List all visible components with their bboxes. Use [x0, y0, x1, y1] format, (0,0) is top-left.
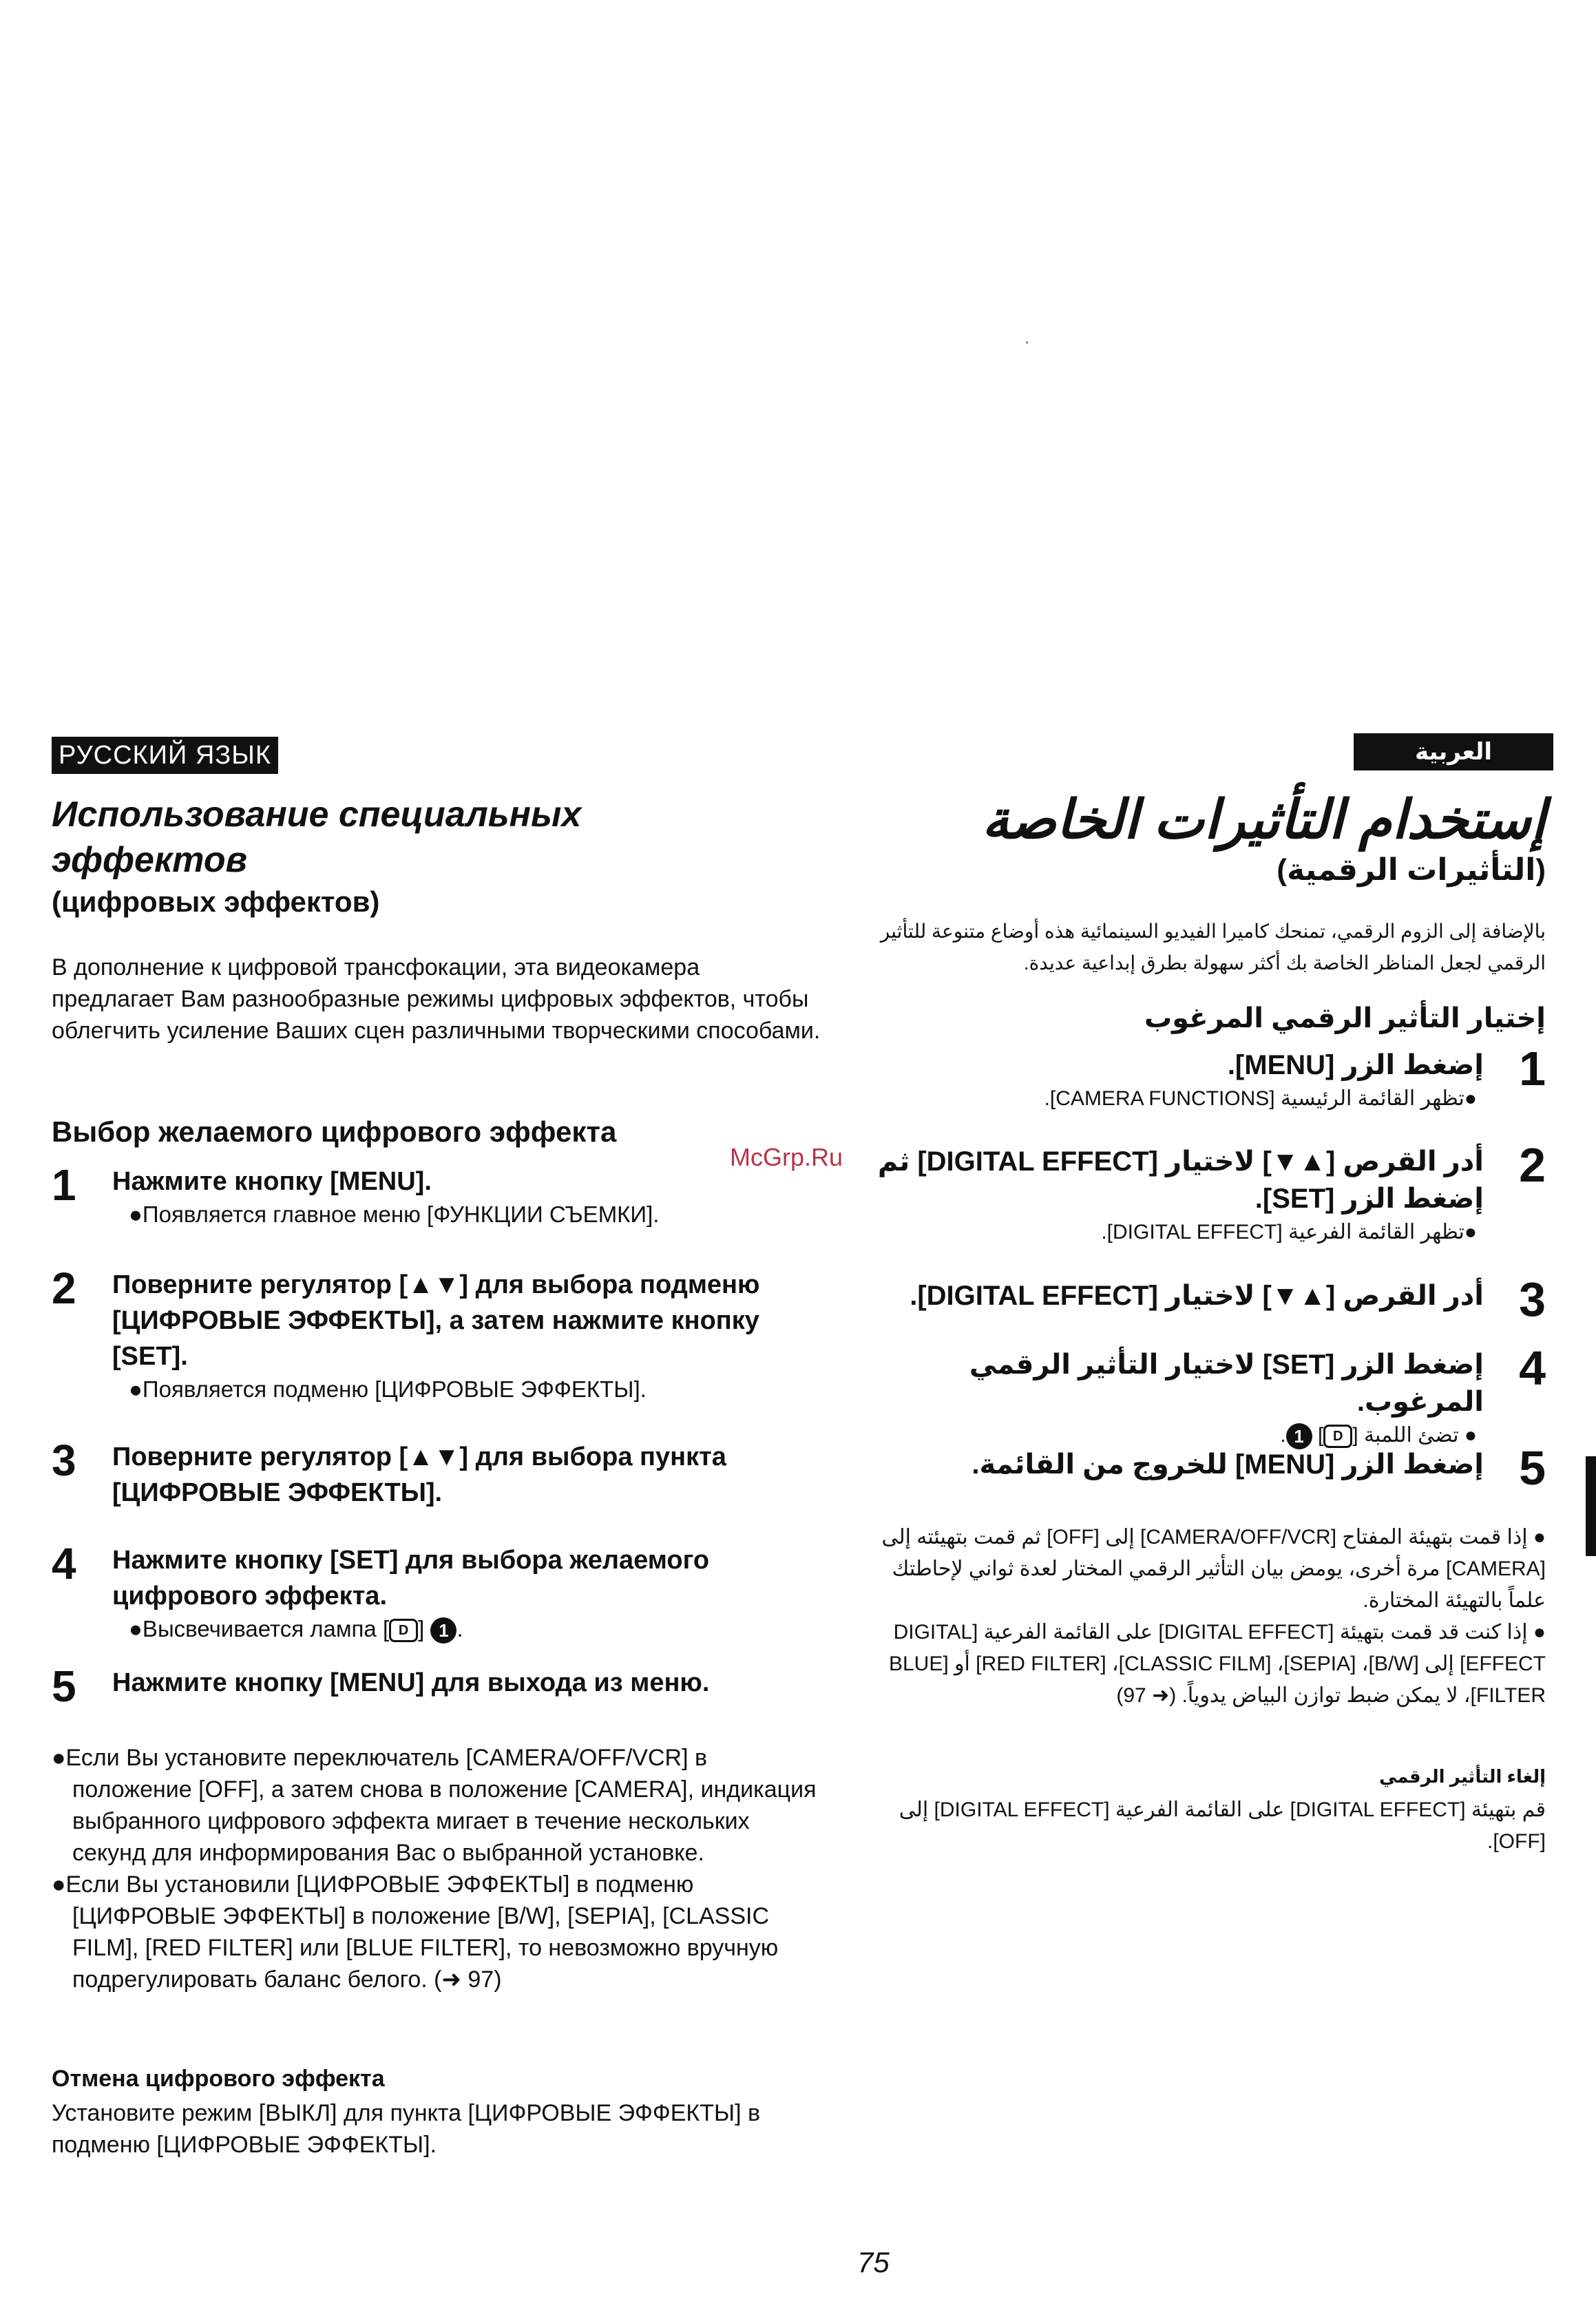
- step-note: ●Появляется главное меню [ФУНКЦИИ СЪЕМКИ].: [129, 1202, 660, 1227]
- step-number: 4: [52, 1539, 76, 1588]
- step-5-russian: [52, 1661, 823, 1711]
- step-text: أدر القرص [▲▼] لاختيار [DIGITAL EFFECT].: [910, 1281, 1484, 1311]
- step-number: 1: [52, 1160, 76, 1210]
- section-title-russian: Выбор желаемого цифрового эффекта: [52, 1115, 617, 1148]
- cancel-title-russian: Отмена цифрового эффекта: [52, 2066, 385, 2092]
- page-number: 75: [857, 2246, 890, 2278]
- note-item: ● إذا كنت قد قمت بتهيئة [DIGITAL EFFECT] على القائمة الفرعية [DIGITAL EFFECT] إلى [B/W]، [SEPIA]، [CLASSIC FILM]، [RED FILTER] أو [BLUE FILTER]، لا يمكن ضبط توازن البياض يدوياً. (➜ 97): [888, 1621, 1546, 1707]
- lamp-bracket: ]: [418, 1616, 425, 1641]
- step-3-russian: [52, 1436, 823, 1511]
- lamp-bracket: ]: [1317, 1424, 1324, 1447]
- step-number: 4: [1519, 1341, 1546, 1395]
- step-5-arabic: [850, 1441, 1546, 1495]
- cancel-title-arabic: إلغاء التأثير الرقمي: [1378, 1766, 1546, 1787]
- step-text: Поверните регулятор [▲▼] для выбора подменю [ЦИФРОВЫЕ ЭФФЕКТЫ], а затем нажмите кнопку [SET].: [112, 1270, 760, 1371]
- lamp-d-icon: D: [1323, 1425, 1352, 1448]
- title-line-2: эффектов: [52, 840, 248, 880]
- step-text: Нажмите кнопку [SET] для выбора желаемого цифрового эффекта.: [112, 1546, 710, 1610]
- step-number: 3: [52, 1436, 76, 1485]
- title-arabic: إستخدام التأثيرات الخاصة: [982, 789, 1546, 850]
- language-badge-arabic: العربية: [1354, 733, 1553, 770]
- notes-arabic: [850, 1522, 1546, 1712]
- intro-arabic: بالإضافة إلى الزوم الرقمي، تمنحك كاميرا الفيديو السينمائية هذه أوضاع متنوعة للتأثير الرقمي لجعل المناظر الخاصة بك أكثر سهولة بطرق إبداعية عديدة.: [880, 921, 1546, 974]
- step-4-russian: [52, 1539, 823, 1644]
- step-text: Нажмите кнопку [MENU] для выхода из меню.: [112, 1668, 710, 1697]
- lamp-d-icon: D: [389, 1619, 418, 1642]
- intro-russian: В дополнение к цифровой трансфокации, эта видеокамера предлагает Вам разнообразные режимы цифровых эффектов, чтобы облегчить усиление Ваших сцен различными творческими способами.: [52, 954, 821, 1044]
- step-number: 5: [1519, 1441, 1546, 1495]
- step-note: ●Высвечивается лампа [ D ] 1 .: [129, 1614, 823, 1644]
- step-text: إضغط الزر [SET] لاختيار التأثير الرقمي المرغوب.: [969, 1350, 1484, 1417]
- watermark: McGrp.Ru: [730, 1143, 843, 1171]
- cancel-text-arabic: قم بتهيئة [DIGITAL EFFECT] على القائمة الفرعية [DIGITAL EFFECT] إلى [OFF].: [899, 1798, 1546, 1853]
- step-number: 3: [1519, 1272, 1546, 1326]
- step-number: 1: [1519, 1042, 1546, 1095]
- step-2-russian: [52, 1263, 823, 1405]
- step-1-russian: [52, 1160, 823, 1230]
- step-3-arabic: [850, 1272, 1546, 1326]
- step-note: ●تظهر القائمة الفرعية [DIGITAL EFFECT].: [1101, 1221, 1477, 1244]
- step-note: ●تظهر القائمة الرئيسية [CAMERA FUNCTIONS].: [1044, 1087, 1477, 1110]
- language-badge-russian: РУССКИЙ ЯЗЫК: [52, 737, 278, 774]
- step-4-arabic: [850, 1341, 1546, 1451]
- step-note: ●Появляется подменю [ЦИФРОВЫЕ ЭФФЕКТЫ].: [129, 1376, 647, 1402]
- title-line-1: Использование специальных: [52, 795, 582, 835]
- section-title-arabic: إختيار التأثير الرقمي المرغوب: [1144, 1003, 1546, 1033]
- step-1-arabic: [850, 1042, 1546, 1114]
- step-text: إضغط الزر [MENU].: [1227, 1050, 1484, 1080]
- circled-number-1-icon: 1: [1286, 1423, 1312, 1449]
- step-number: 2: [52, 1263, 76, 1313]
- step-text: Поверните регулятор [▲▼] для выбора пункта [ЦИФРОВЫЕ ЭФФЕКТЫ].: [112, 1442, 726, 1507]
- cancel-text-russian: Установите режим [ВЫКЛ] для пункта [ЦИФРОВЫЕ ЭФФЕКТЫ] в подменю [ЦИФРОВЫЕ ЭФФЕКТЫ].: [52, 2100, 761, 2158]
- title-russian: [52, 792, 823, 883]
- step-text: إضغط الزر [MENU] للخروج من القائمة.: [972, 1449, 1484, 1480]
- step-number: 2: [1519, 1138, 1546, 1192]
- step-note-text: ● تضئ اللمبة [: [1352, 1424, 1477, 1447]
- note-item: ●Если Вы установите переключатель [CAMERA/OFF/VCR] в положение [OFF], а затем снова в положение [CAMERA], индикация выбранного цифрового эффекта мигает в течение нескольких секунд для информирования Вас о выбранной установке.: [52, 1745, 817, 1866]
- step-number: 5: [52, 1661, 76, 1711]
- note-item: ● إذا قمت بتهيئة المفتاح [CAMERA/OFF/VCR] إلى [OFF] ثم قمت بتهيئته إلى [CAMERA] مرة أخرى، يومض بيان التأثير الرقمي المختار لعدة ثواني لإحاطتك علماً بالتهيئة المختارة.: [881, 1526, 1546, 1612]
- step-text: Нажмите кнопку [MENU].: [112, 1167, 432, 1196]
- note-item: ●Если Вы установили [ЦИФРОВЫЕ ЭФФЕКТЫ] в подменю [ЦИФРОВЫЕ ЭФФЕКТЫ] в положение [B/W], [SEPIA], [CLASSIC FILM], [RED FILTER] или [BLUE FILTER], то невозможно вручную подрегулировать баланс белого. (➜ 97): [52, 1871, 779, 1993]
- circled-number-1-icon: 1: [430, 1617, 456, 1644]
- step-note-text: ●Высвечивается лампа [: [129, 1616, 390, 1641]
- step-text: أدر القرص [▲▼] لاختيار [DIGITAL EFFECT] ثم إضغط الزر [SET].: [877, 1146, 1484, 1214]
- notes-russian: [52, 1742, 823, 1995]
- subtitle-arabic: (التأثيرات الرقمية): [1277, 853, 1546, 887]
- step-2-arabic: [850, 1138, 1546, 1248]
- page-edge-marker: [1586, 1456, 1596, 1556]
- speck: [1026, 342, 1028, 344]
- subtitle-russian: (цифровых эффектов): [52, 885, 380, 918]
- step-note: ● تضئ اللمبة [D] 1.: [850, 1420, 1477, 1451]
